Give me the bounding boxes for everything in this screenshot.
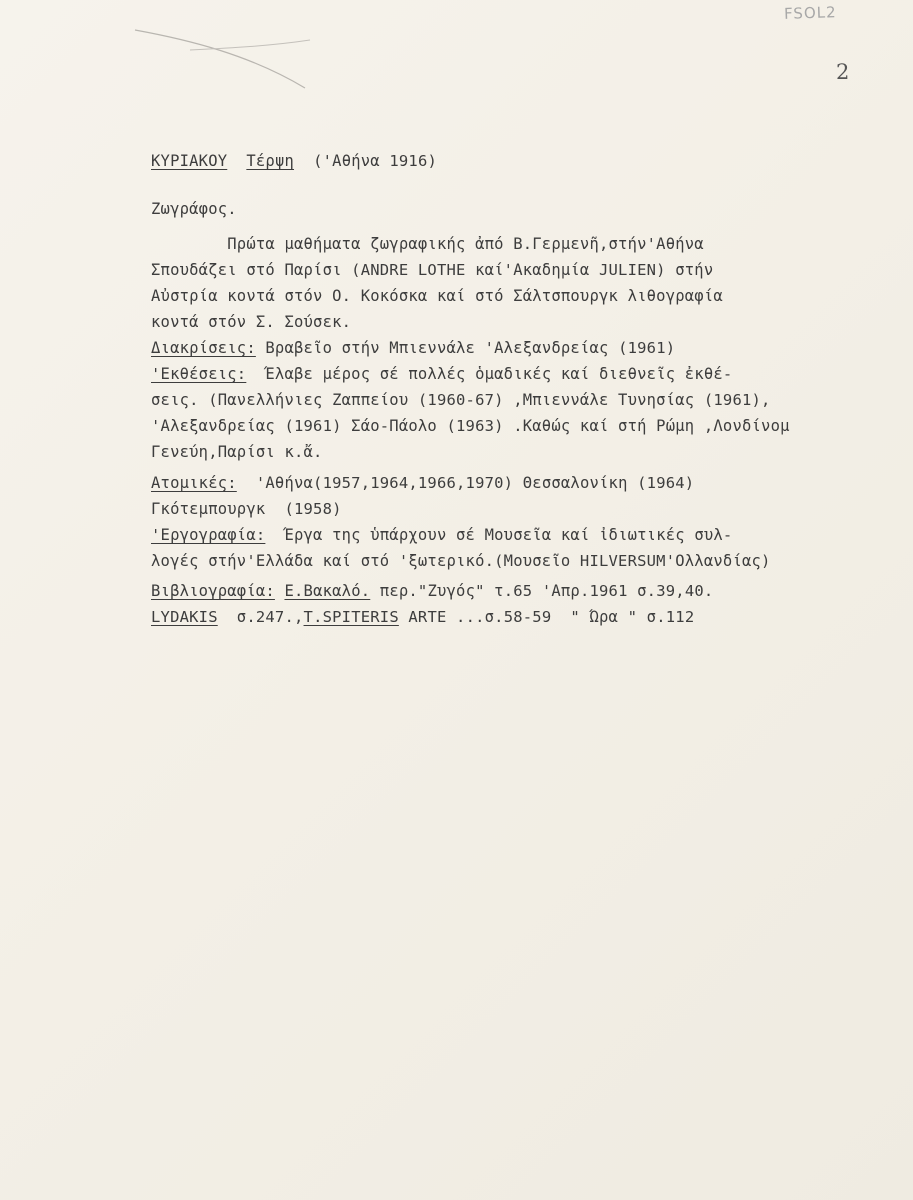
works-line-1 — [151, 526, 732, 544]
exhibitions-line-2: σεις. (Πανελλήνιες Ζαππείου (1960-67) ,Μπιεννάλε Τυνησίας (1961), — [151, 391, 771, 409]
heading — [151, 152, 437, 170]
bio-line-1: Πρώτα μαθήματα ζωγραφικής ἀπό Β.Γερμενῆ,στήν'Αθήνα — [151, 235, 704, 253]
profession: Ζωγράφος. — [151, 200, 237, 218]
works-text-1: Έργα της ὑπάρχουν σέ Μουσεῖα καί ἰδιωτικές συλ- — [265, 526, 733, 544]
bibliography-text-1: περ."Ζυγός" τ.65 'Απρ.1961 σ.39,40. — [370, 582, 714, 600]
solo-line-1 — [151, 474, 694, 492]
heading-surname: ΚΥΡΙΑΚΟΥ — [151, 152, 228, 170]
solo-label: Ατομικές: — [151, 474, 237, 492]
heading-birth: ('Αθήνα 1916) — [313, 152, 438, 170]
bio-line-2: Σπουδάζει στό Παρίσι (ANDRE LOTHE καί'Ακαδημία JULIEN) στήν — [151, 261, 714, 279]
exhibitions-line-4: Γενεύη,Παρίσι κ.ἄ. — [151, 443, 323, 461]
distinctions-label: Διακρίσεις: — [151, 339, 256, 357]
bibliography-text-2: σ.247., — [217, 608, 304, 626]
bibliography-text-3: ARTE ...σ.58-59 " Ώρα " σ.112 — [398, 608, 695, 626]
solo-line-2: Γκότεμπουργκ (1958) — [151, 500, 342, 518]
bibliography-author-1: Ε.Βακαλό. — [284, 582, 371, 600]
exhibitions-label: 'Εκθέσεις: — [151, 365, 247, 383]
archive-number: FSOL2 — [783, 3, 837, 23]
bibliography-label: Βιβλιογραφία: — [151, 582, 275, 600]
bibliography-author-2: LYDAKIS — [151, 608, 218, 626]
bibliography-line-1 — [151, 582, 713, 600]
exhibitions-text-1: Έλαβε μέρος σέ πολλές ὁμαδικές καί διεθνεῖς ἐκθέ- — [246, 365, 733, 383]
distinctions — [151, 339, 675, 357]
bio-line-3: Αὐστρία κοντά στόν Ο. Κοκόσκα καί στό Σάλτσπουργκ λιθογραφία — [151, 287, 723, 305]
bio-line-4: κοντά στόν Σ. Σούσεκ. — [151, 313, 352, 331]
exhibitions-line-1 — [151, 365, 732, 383]
works-line-2: λογές στήν'Ελλάδα καί στό 'ξωτερικό.(Μουσεῖο HILVERSUM'Ολλανδίας) — [151, 552, 771, 570]
page-number: 2 — [836, 60, 850, 84]
exhibitions-line-3: 'Αλεξανδρείας (1961) Σάο-Πάολο (1963) .Καθώς καί στή Ρώμη ,Λονδίνομ — [151, 417, 790, 435]
bibliography-line-2 — [151, 608, 694, 626]
distinctions-text: Βραβεῖο στήν Μπιεννάλε 'Αλεξανδρείας (1961) — [255, 339, 676, 357]
solo-text-1: 'Αθήνα(1957,1964,1966,1970) Θεσσαλονίκη (1964) — [236, 474, 695, 492]
heading-name: Τέρψη — [246, 152, 295, 170]
pencil-mark — [40, 10, 340, 100]
works-label: 'Εργογραφία: — [151, 526, 266, 544]
bibliography-author-3: T.SPITERIS — [303, 608, 399, 626]
